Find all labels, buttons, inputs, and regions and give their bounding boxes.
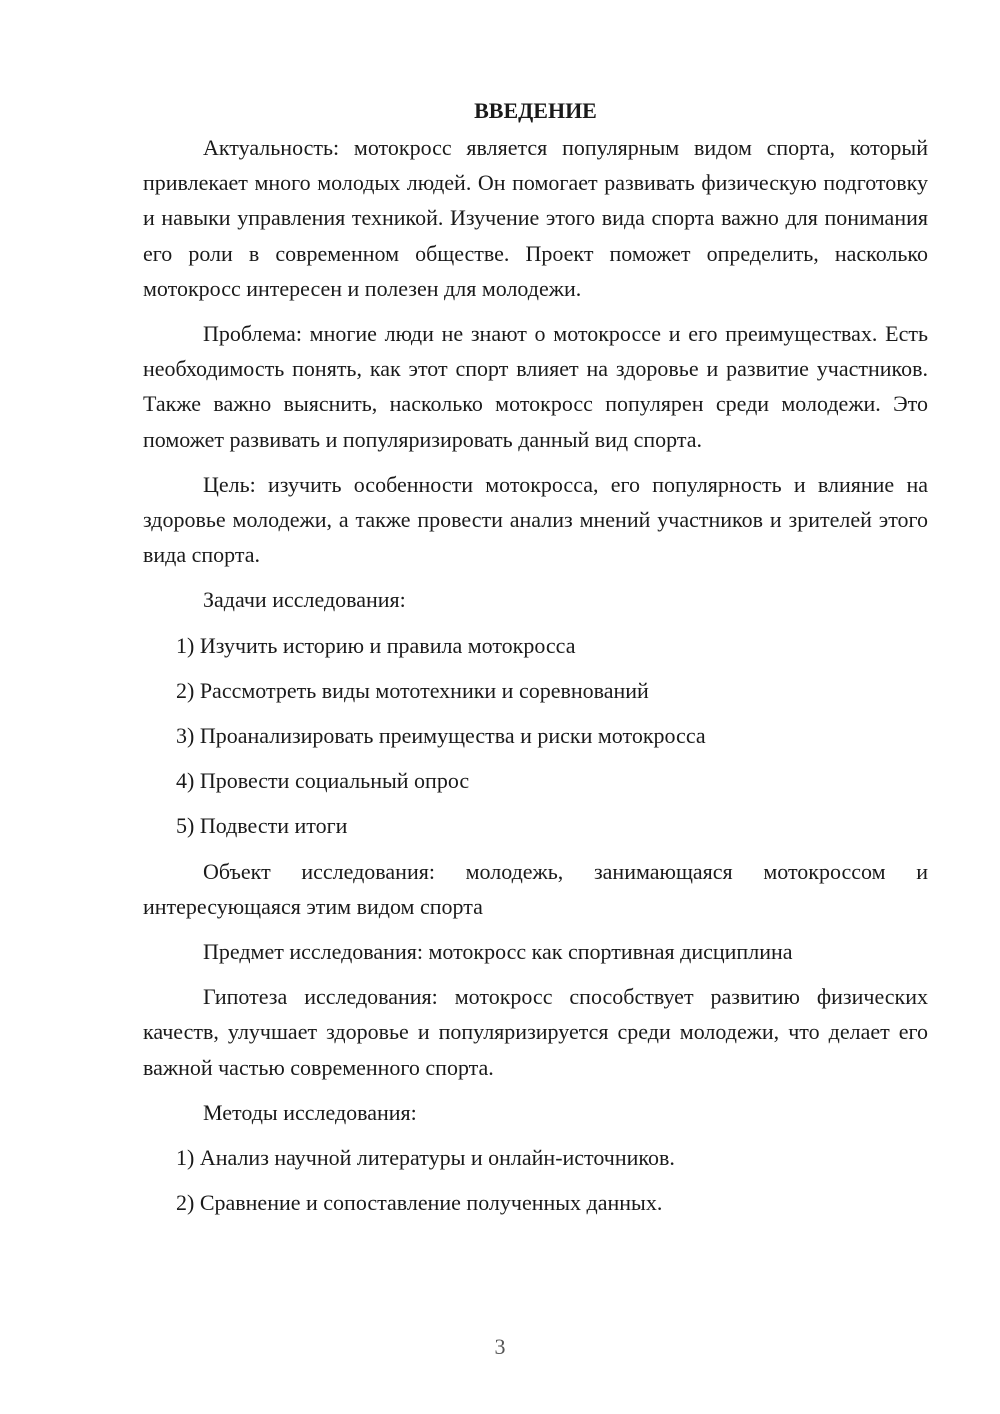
method-item: 2) Сравнение и сопоставление полученных данных. (176, 1190, 663, 1216)
hypothesis-paragraph: Гипотеза исследования: мотокросс способствует развитию физических качеств, улучшает здоровье и популяризируется среди молодежи, что делает его важной частью современного спорта. (143, 984, 928, 1080)
task-item: 1) Изучить историю и правила мотокросса (176, 632, 576, 658)
methods-list (143, 1140, 928, 1220)
problem-paragraph: Проблема: многие люди не знают о мотокроссе и его преимуществах. Есть необходимость понять, как этот спорт влияет на здоровье и развитие участников. Также важно выяснить, насколько мотокросс популярен среди молодежи. Это поможет развивать и популяризировать данный вид спорта. (143, 321, 928, 452)
subject-paragraph: Предмет исследования: мотокросс как спортивная дисциплина (203, 939, 793, 965)
goal-paragraph: Цель: изучить особенности мотокросса, его популярность и влияние на здоровье молодежи, а также провести анализ мнений участников и зрителей этого вида спорта. (143, 471, 928, 568)
page-number: 3 (494, 1334, 506, 1359)
task-item: 3) Проанализировать преимущества и риски мотокросса (176, 723, 706, 749)
object-paragraph: Объект исследования: молодежь, занимающаяся мотокроссом и интересующаяся этим видом спорта (143, 858, 928, 919)
relevance-paragraph: Актуальность: мотокросс является популярным видом спорта, который привлекает много молодых людей. Он помогает развивать физическую подготовку и навыки управления техникой. Изучение этого вида спорта важно для понимания его роли в современном обществе. Проект поможет определить, насколько мотокросс интересен и полезен для молодежи. (143, 135, 928, 301)
methods-title: Методы исследования: (203, 1099, 417, 1125)
task-item: 2) Рассмотреть виды мототехники и соревнований (176, 677, 649, 703)
document-page (143, 96, 928, 1230)
tasks-list (143, 628, 928, 844)
task-item: 5) Подвести итоги (176, 813, 348, 839)
method-item: 1) Анализ научной литературы и онлайн-источников. (176, 1145, 675, 1171)
tasks-title: Задачи исследования: (203, 587, 406, 613)
section-heading: ВВЕДЕНИЕ (474, 98, 597, 123)
task-item: 4) Провести социальный опрос (176, 768, 470, 794)
